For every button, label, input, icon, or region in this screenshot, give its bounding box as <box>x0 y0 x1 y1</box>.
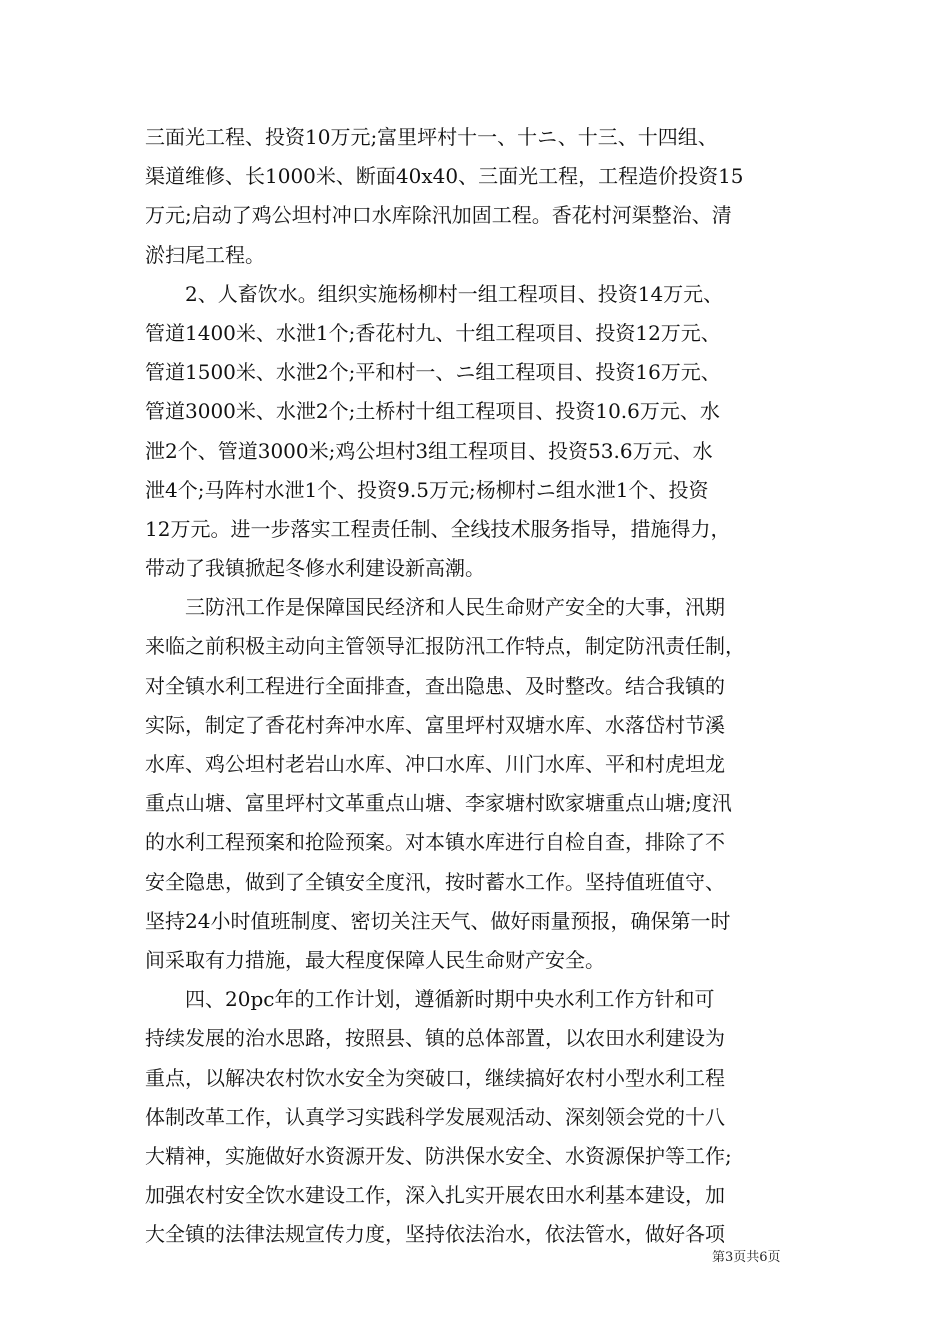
text-line: 大精神，实施做好水资源开发、防洪保水安全、水资源保护等工作; <box>145 1143 732 1168</box>
paragraph <box>145 980 810 1254</box>
text-line: 水库、鸡公坦村老岩山水库、冲口水库、川门水库、平和村虎坦龙 <box>145 752 725 776</box>
text-line: 重点，以解决农村饮水安全为突破口，继续搞好农村小型水利工程 <box>145 1065 725 1090</box>
text-line: 万元;启动了鸡公坦村冲口水库除汛加固工程。香花村河渠整治、清 <box>145 203 732 228</box>
text-line: 安全隐患，做到了全镇安全度汛，按时蓄水工作。坚持值班值守、 <box>145 869 725 894</box>
text-line: 实际，制定了香花村奔冲水库、富里坪村双塘水库、水落岱村节溪 <box>145 712 725 737</box>
text-line: 加强农村安全饮水建设工作，深入扎实开展农田水利基本建设，加 <box>145 1183 725 1208</box>
text-line: 四、20pc年的工作计划，遵循新时期中央水利工作方针和可 <box>185 987 715 1012</box>
text-line: 泄2个、管道3000米;鸡公坦村3组工程项目、投资53.6万元、水 <box>145 438 713 463</box>
text-line: 2、人畜饮水。组织实施杨柳村一组工程项目、投资14万元、 <box>185 281 724 306</box>
text-line: 淤扫尾工程。 <box>145 242 265 267</box>
text-line: 三面光工程、投资10万元;富里坪村十一、十ニ、十三、十四组、 <box>145 125 718 149</box>
text-line: 对全镇水利工程进行全面排查，查出隐患、及时整改。结合我镇的 <box>145 673 725 698</box>
text-line: 12万元。进一步落实工程责任制、全线技术服务指导，措施得力， <box>145 516 731 541</box>
page-number-footer: 第3页共6页 <box>712 1250 781 1265</box>
text-line: 重点山塘、富里坪村文革重点山塘、李家塘村欧家塘重点山塘;度汛 <box>145 791 732 816</box>
text-line: 体制改革工作，认真学习实践科学发展观活动、深刻领会党的十八 <box>145 1104 725 1129</box>
paragraph <box>145 275 810 589</box>
text-line: 管道1500米、水泄2个;平和村一、ニ组工程项目、投资16万元、 <box>145 360 721 385</box>
text-line: 管道3000米、水泄2个;土桥村十组工程项目、投资10.6万元、水 <box>145 399 720 424</box>
text-line: 大全镇的法律法规宣传力度，坚持依法治水，依法管水，做好各项 <box>145 1222 725 1247</box>
text-line: 渠道维修、长1000米、断面40x40、三面光工程，工程造价投资15 <box>145 164 744 189</box>
text-line: 的水利工程预案和抢险预案。对本镇水库进行自检自查，排除了不 <box>145 830 725 855</box>
text-line: 三防汛工作是保障国民经济和人民生命财产安全的大事，汛期 <box>185 595 725 620</box>
text-line: 间采取有力措施，最大程度保障人民生命财产安全。 <box>145 947 605 972</box>
text-line: 持续发展的治水思路，按照县、镇的总体部置，以农田水利建设为 <box>145 1026 725 1051</box>
paragraph <box>145 588 810 980</box>
text-line: 泄4个;马阵村水泄1个、投资9.5万元;杨柳村ニ组水泄1个、投资 <box>145 477 709 502</box>
document-body <box>145 118 810 1254</box>
text-line: 带动了我镇掀起冬修水利建设新高潮。 <box>145 556 485 581</box>
text-line: 来临之前积极主动向主管领导汇报防汛工作特点，制定防汛责任制， <box>145 634 745 659</box>
paragraph <box>145 118 810 275</box>
text-line: 坚持24小时值班制度、密切关注天气、做好雨量预报，确保第一时 <box>145 908 731 933</box>
text-line: 管道1400米、水泄1个;香花村九、十组工程项目、投资12万元、 <box>145 320 721 345</box>
